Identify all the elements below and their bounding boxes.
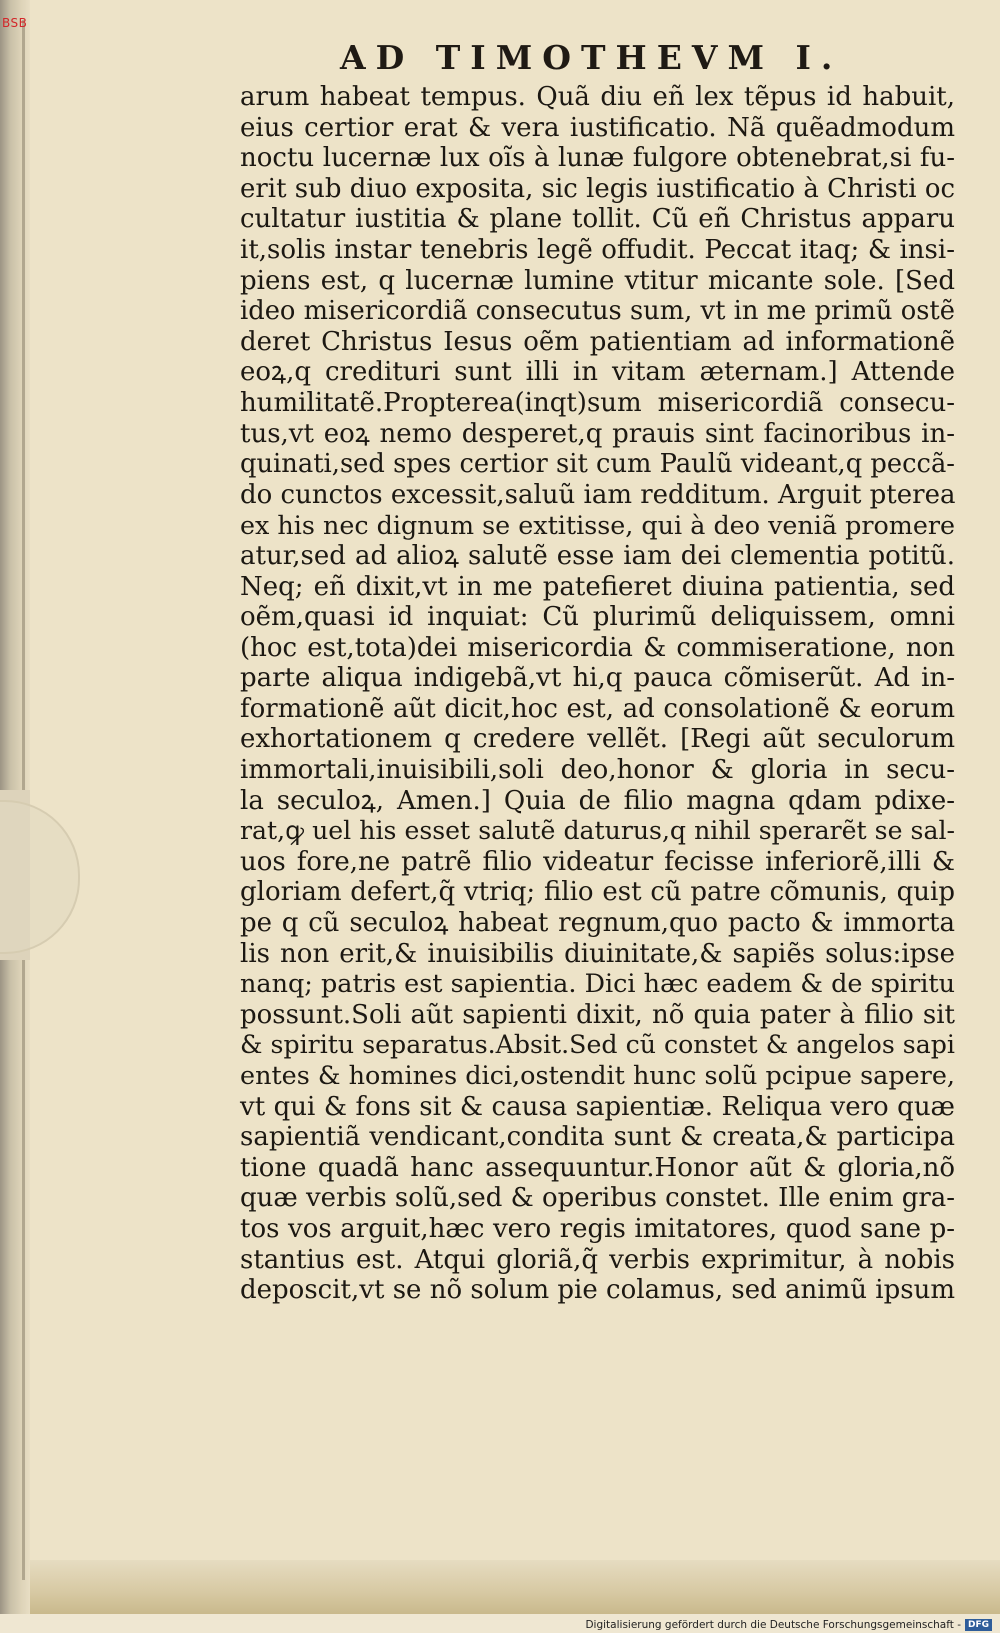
text-line: deret Christus Iesus oẽm patientiam ad informationẽ bbox=[240, 326, 955, 357]
text-line: stantius est. Atqui gloriã,q̃ verbis exprimitur, à nobis bbox=[240, 1244, 955, 1275]
footer-credit bbox=[585, 1617, 992, 1633]
text-line: cultatur iustitia & plane tollit. Cũ eñ Christus apparu bbox=[240, 204, 955, 235]
text-line: uos fore,ne patrẽ filio videatur fecisse inferiorẽ,illi & bbox=[240, 846, 955, 877]
text-line: possunt.Soli aũt sapienti dixit, nõ quia pater à filio sit bbox=[240, 999, 955, 1030]
text-line: vt qui & fons sit & causa sapientiæ. Reliqua vero quæ bbox=[240, 1091, 955, 1122]
text-line: erit sub diuo exposita, sic legis iustificatio à Christi oc bbox=[240, 173, 955, 204]
text-line: tos vos arguit,hæc vero regis imitatores, quod sane p- bbox=[240, 1213, 955, 1244]
running-header: AD TIMOTHEVM I. bbox=[340, 38, 843, 77]
text-line: oẽm,quasi id inquiat: Cũ plurimũ deliquissem, omni bbox=[240, 602, 955, 633]
text-line: & spiritu separatus.Absit.Sed cũ constet & angelos sapi bbox=[240, 1030, 955, 1060]
text-line: ideo misericordiã consecutus sum, vt in me primũ ostẽ bbox=[240, 296, 955, 327]
text-line: entes & homines dici,ostendit hunc solũ pcipue sapere, bbox=[240, 1061, 955, 1091]
text-line: nanq; patris est sapientia. Dici hæc eadem & de spiritu bbox=[240, 969, 955, 1000]
text-line: immortali,inuisibili,soli deo,honor & gloria in secu- bbox=[240, 755, 955, 786]
text-line: arum habeat tempus. Quã diu eñ lex tẽpus id habuit, bbox=[240, 82, 955, 112]
text-line: parte aliqua indigebã,vt hi,q pauca cõmiserũt. Ad in- bbox=[240, 663, 955, 694]
text-line: it,solis instar tenebris legẽ offudit. Peccat itaq; & insi- bbox=[240, 234, 955, 265]
text-line: gloriam defert,q̃ vtriq; filio est cũ patre cõmunis, quip bbox=[240, 877, 955, 908]
text-line: formationẽ aũt dicit,hoc est, ad consolationẽ & eorum bbox=[240, 693, 955, 724]
text-line: do cunctos excessit,saluũ iam redditum. Arguit pterea bbox=[240, 479, 956, 510]
text-line: pe q cũ seculoꝝ habeat regnum,quo pacto & immorta bbox=[240, 908, 955, 939]
text-line: rat,ꝙ uel his esset salutẽ daturus,q nihil sperarẽt se sal- bbox=[240, 816, 955, 846]
text-line: tus,vt eoꝝ nemo desperet,q prauis sint facinoribus in- bbox=[240, 418, 955, 449]
text-line: (hoc est,tota)dei misericordia & commiseratione, non bbox=[240, 632, 955, 663]
text-line: piens est, q lucernæ lumine vtitur micante sole. [Sed bbox=[240, 265, 955, 296]
text-line: eius certior erat & vera iustificatio. Nã quẽadmodum bbox=[240, 112, 955, 143]
text-line: eoꝝ,q credituri sunt illi in vitam æternam.] Attende bbox=[240, 357, 955, 388]
text-line: exhortationem q credere vellẽt. [Regi aũt seculorum bbox=[240, 724, 955, 755]
text-line: Neq; eñ dixit,vt in me patefieret diuina patientia, sed bbox=[240, 571, 955, 602]
body-text bbox=[240, 82, 955, 1306]
dfg-logo: DFG bbox=[965, 1619, 992, 1631]
text-line: atur,sed ad alioꝝ salutẽ esse iam dei clementia potitũ. bbox=[240, 540, 955, 571]
text-line: quinati,sed spes certior sit cum Paulũ videant,q peccã- bbox=[240, 449, 955, 480]
page-bottom-edge bbox=[30, 1560, 1000, 1614]
text-line: tione quadã hanc assequuntur.Honor aũt & gloria,nõ bbox=[240, 1152, 955, 1183]
text-line: lis non erit,& inuisibilis diuinitate,& sapiẽs solus:ipse bbox=[240, 938, 955, 969]
text-line: humilitatẽ.Propterea(inqt)sum misericordiã consecu- bbox=[240, 387, 955, 418]
text-line: quæ verbis solũ,sed & operibus constet. Ille enim gra- bbox=[240, 1183, 956, 1214]
text-line: deposcit,vt se nõ solum pie colamus, sed animũ ipsum bbox=[240, 1275, 955, 1306]
text-line: sapientiã vendicant,condita sunt & creata,& participa bbox=[240, 1122, 955, 1153]
footer-text: Digitalisierung gefördert durch die Deutsche Forschungsgemeinschaft - bbox=[585, 1619, 961, 1631]
text-line: la seculoꝝ, Amen.] Quia de filio magna qdam pdixe- bbox=[240, 785, 955, 816]
text-line: noctu lucernæ lux oĩs à lunæ fulgore obtenebrat,si fu- bbox=[240, 143, 955, 174]
text-line: ex his nec dignum se extitisse, qui à deo veniã promere bbox=[240, 510, 955, 541]
library-watermark: BSB bbox=[2, 16, 28, 30]
